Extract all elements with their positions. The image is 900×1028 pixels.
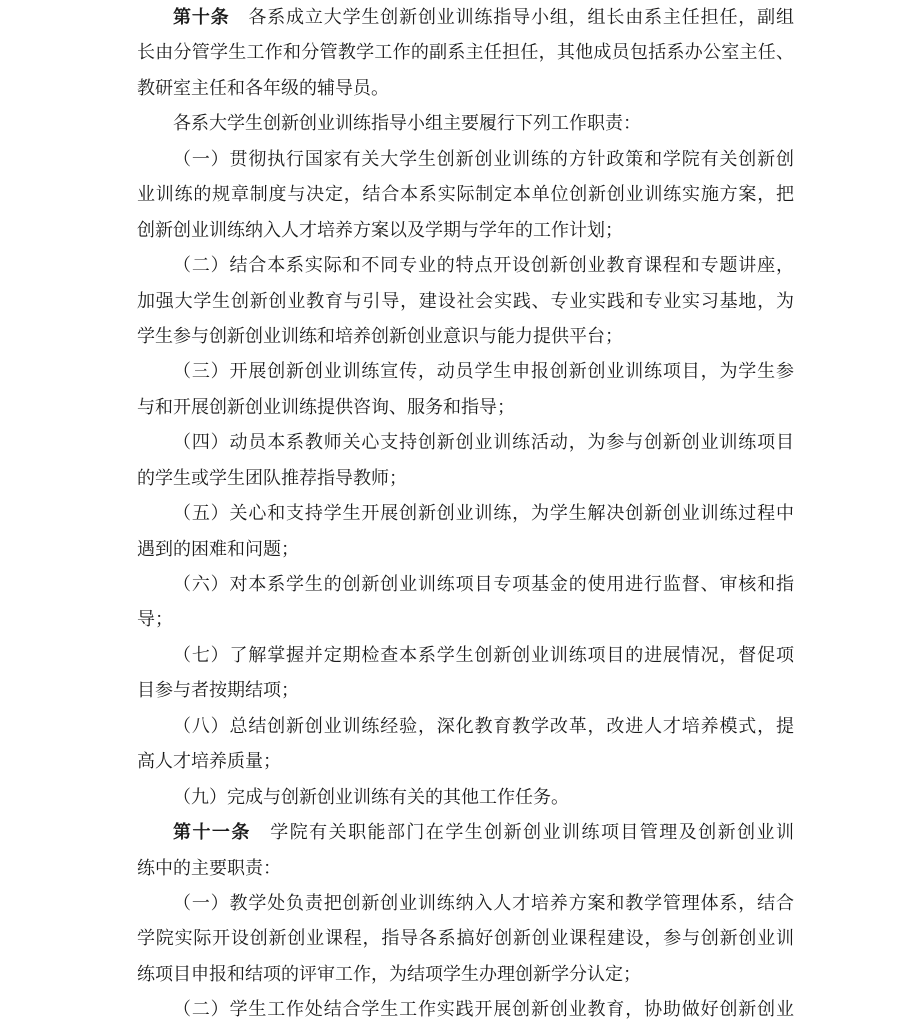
paragraph-article-10 bbox=[137, 0, 794, 106]
article-10-number: 第十条 bbox=[173, 7, 230, 27]
text-line: 加强大学生创新创业教育与引导，建设社会实践、专业实践和专业实习基地，为 bbox=[137, 290, 794, 311]
paragraph-item-2 bbox=[137, 248, 794, 354]
text-line: （三）开展创新创业训练宣传，动员学生申报创新创业训练项目，为学生参 bbox=[173, 361, 794, 382]
text-line: 的学生或学生团队推荐指导教师； bbox=[137, 467, 407, 488]
text-line: （六）对本系学生的创新创业训练项目专项基金的使用进行监督、审核和指 bbox=[173, 574, 794, 594]
paragraph-dept-item-1 bbox=[137, 886, 794, 992]
text-line: 创新创业训练纳入人才培养方案以及学期与学年的工作计划； bbox=[137, 219, 623, 240]
paragraph-item-8 bbox=[137, 709, 794, 780]
text-line: 导； bbox=[137, 609, 173, 630]
paragraph-item-4 bbox=[137, 425, 794, 496]
text-line: （八）总结创新创业训练经验，深化教育教学改革，改进人才培养模式，提 bbox=[173, 715, 794, 736]
text-run: 各系成立大学生创新创业训练指导小组，组长由系主任担任，副组 bbox=[229, 7, 794, 27]
paragraph-item-5 bbox=[137, 496, 794, 567]
text-line bbox=[137, 0, 794, 35]
text-line: 各系大学生创新创业训练指导小组主要履行下列工作职责： bbox=[173, 113, 641, 134]
text-line: （五）关心和支持学生开展创新创业训练，为学生解决创新创业训练过程中 bbox=[173, 503, 794, 524]
paragraph-duties-intro bbox=[137, 106, 794, 141]
text-line: 练项目申报和结项的评审工作，为结项学生办理创新学分认定； bbox=[137, 963, 641, 984]
text-line bbox=[137, 815, 794, 850]
text-line: 遇到的困难和问题； bbox=[137, 538, 299, 559]
text-line: （四）动员本系教师关心支持创新创业训练活动，为参与创新创业训练项目 bbox=[173, 432, 794, 453]
text-line: 学生参与创新创业训练和培养创新创业意识与能力提供平台； bbox=[137, 325, 623, 346]
text-line: 与和开展创新创业训练提供咨询、服务和指导； bbox=[137, 396, 515, 417]
text-line: 练中的主要职责： bbox=[137, 857, 281, 878]
text-line: 目参与者按期结项； bbox=[137, 680, 299, 701]
text-line: 高人才培养质量； bbox=[137, 751, 281, 772]
paragraph-item-6 bbox=[137, 567, 794, 638]
article-11-number: 第十一条 bbox=[173, 822, 251, 843]
paragraph-article-11 bbox=[137, 815, 794, 886]
text-line: （二）结合本系实际和不同专业的特点开设创新创业教育课程和专题讲座， bbox=[173, 255, 794, 276]
text-line: （一）教学处负责把创新创业训练纳入人才培养方案和教学管理体系，结合 bbox=[173, 892, 794, 913]
text-line: 教研室主任和各年级的辅导员。 bbox=[137, 77, 389, 98]
paragraph-item-3 bbox=[137, 354, 794, 425]
text-line: （七）了解掌握并定期检查本系学生创新创业训练项目的进展情况，督促项 bbox=[173, 644, 794, 665]
paragraph-dept-item-2 bbox=[137, 992, 794, 1027]
text-line: （二）学生工作处结合学生工作实践开展创新创业教育，协助做好创新创业 bbox=[173, 999, 794, 1020]
text-line: （九）完成与创新创业训练有关的其他工作任务。 bbox=[173, 786, 569, 807]
text-line: 学院实际开设创新创业课程，指导各系搞好创新创业课程建设，参与创新创业训 bbox=[137, 928, 794, 949]
text-run: 学院有关职能部门在学生创新创业训练项目管理及创新创业训 bbox=[250, 822, 794, 843]
text-line: （一）贯彻执行国家有关大学生创新创业训练的方针政策和学院有关创新创 bbox=[173, 148, 794, 169]
paragraph-item-1 bbox=[137, 142, 794, 248]
paragraph-item-9 bbox=[137, 780, 794, 815]
paragraph-item-7 bbox=[137, 638, 794, 709]
text-line: 长由分管学生工作和分管教学工作的副系主任担任，其他成员包括系办公室主任、 bbox=[137, 42, 794, 63]
text-line: 业训练的规章制度与决定，结合本系实际制定本单位创新创业训练实施方案，把 bbox=[137, 184, 794, 205]
